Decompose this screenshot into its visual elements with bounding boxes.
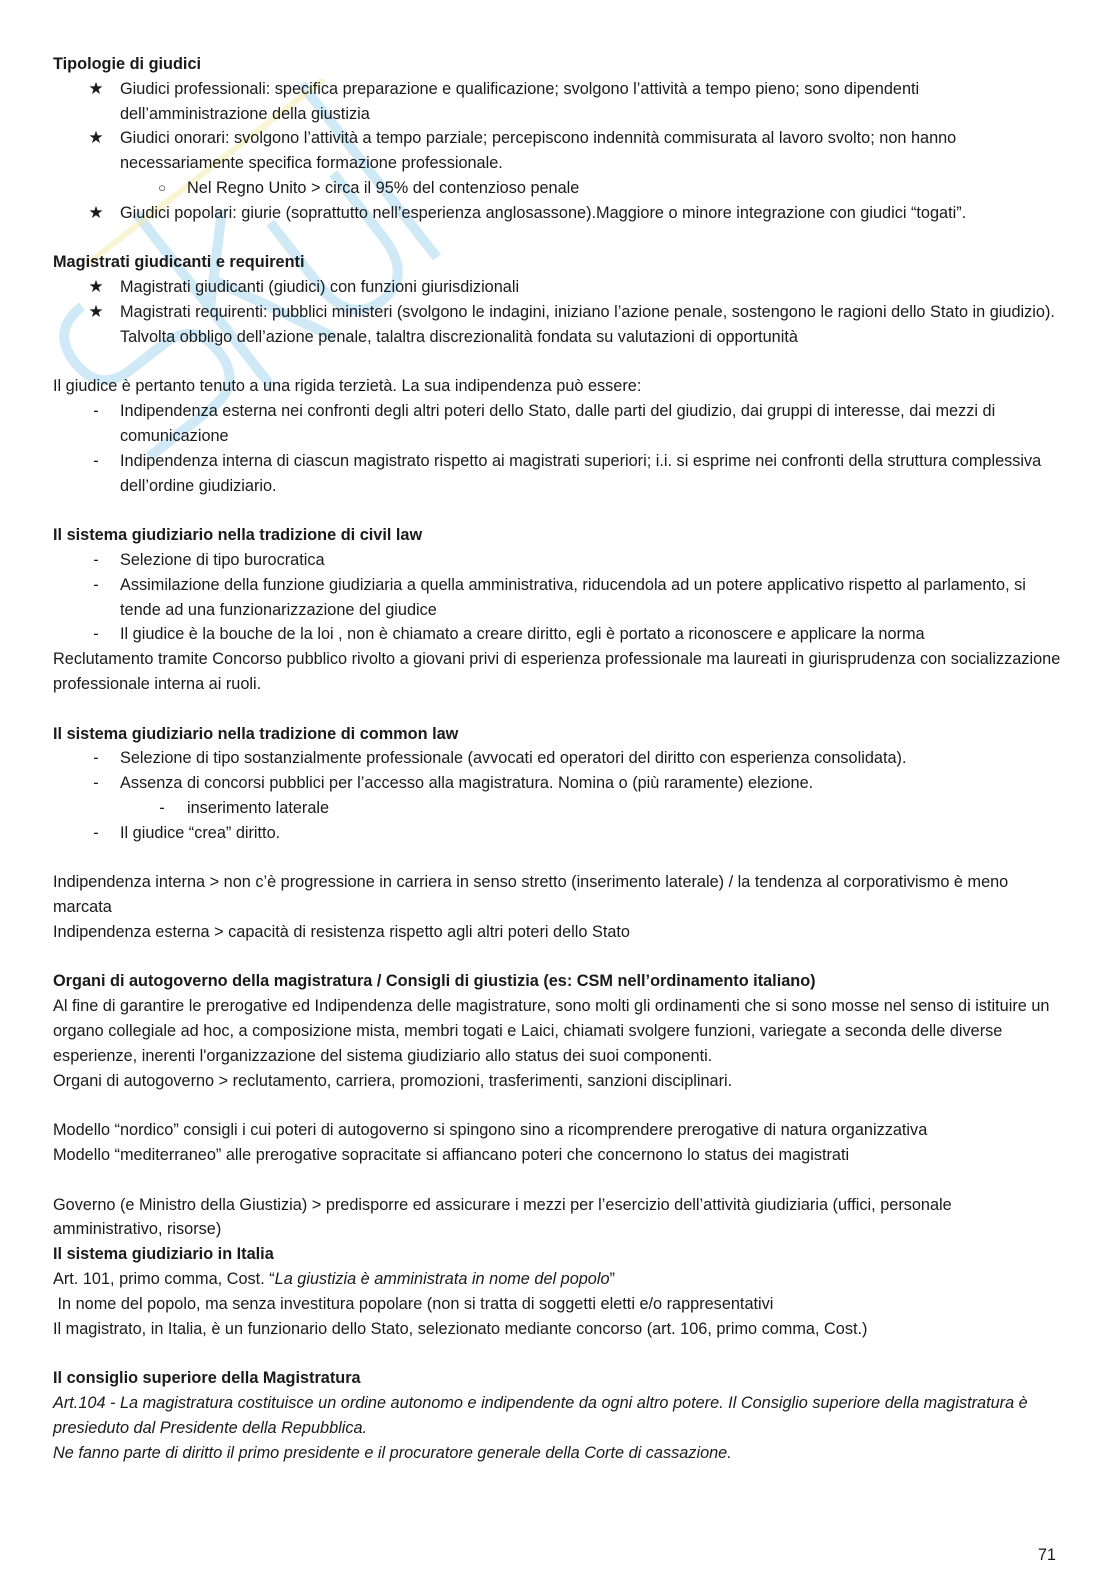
dash-bullet: - — [93, 550, 99, 569]
section-title-csm: Il consiglio superiore della Magistratura — [53, 1369, 361, 1388]
paragraph-art104-membri: Ne fanno parte di diritto il primo presidente e il procuratore generale della Corte di cassazione. — [53, 1443, 732, 1462]
list-item: ★ Giudici professionali: specifica preparazione e qualificazione; svolgono l’attività a tempo pieno; sono dipendenti dell’amministrazione della giustizia — [53, 77, 1063, 127]
dash-bullet: - — [93, 823, 99, 842]
paragraph-indipendenza-esterna: Indipendenza esterna > capacità di resistenza rispetto agli altri poteri dello Stato — [53, 922, 630, 941]
list-item: - Il giudice “crea” diritto. — [53, 821, 1063, 846]
section-title-magistrati: Magistrati giudicanti e requirenti — [53, 253, 305, 272]
dash-bullet: - — [159, 798, 165, 817]
paragraph-magistrato: Il magistrato, in Italia, è un funzionario dello Stato, selezionato mediante concorso (art. 106, primo comma, Cost.) — [53, 1319, 868, 1338]
dash-bullet: - — [93, 451, 99, 470]
section-title-italia: Il sistema giudiziario in Italia — [53, 1245, 274, 1264]
star-bullet-icon: ★ — [88, 128, 104, 148]
document-page — [53, 52, 1063, 1465]
circle-bullet-icon: ○ — [158, 179, 166, 195]
paragraph-indipendenza-interna: Indipendenza interna > non c’è progressione in carriera in senso stretto (inserimento laterale) / la tendenza al corporativismo è meno marcata — [53, 873, 1009, 917]
list-item: - inserimento laterale — [53, 796, 1063, 821]
list-item: ★ Giudici onorari: svolgono l’attività a tempo parziale; percepiscono indennità commisurata al lavoro svolto; non hanno necessariamente specifica formazione professionale. — [53, 126, 1063, 176]
dash-bullet: - — [93, 625, 99, 644]
dash-bullet: - — [93, 575, 99, 594]
list-item: - Indipendenza interna di ciascun magistrato rispetto ai magistrati superiori; i.i. si esprime nei confronti della struttura complessiva dell’ordine giudiziario. — [53, 449, 1063, 499]
paragraph-art104: Art.104 - La magistratura costituisce un ordine autonomo e indipendente da ogni altro potere. Il Consiglio superiore della magistratura è presieduto dal Presidente della Repubblica. — [53, 1394, 1028, 1437]
list-item: ★ Magistrati requirenti: pubblici ministeri (svolgono le indagini, iniziano l’azione penale, sostengono le ragioni dello Stato in giudizio). Talvolta obbligo dell’azione penale, talaltra discrezionalità fondata su valutazioni di opportunità — [53, 300, 1063, 350]
paragraph-organi: Al fine di garantire le prerogative ed Indipendenza delle magistrature, sono molti gli ordinamenti che si sono mosse nel senso di istituire un organo collegiale ad hoc, a composizione mista, membri togati e Laici, chiamati svolgere funzioni, variegate a seconda delle diverse esperienze, inerenti l'organizzazione del sistema giudiziario allo status dei suoi componenti. — [53, 997, 1050, 1065]
star-bullet-icon: ★ — [88, 277, 104, 297]
list-item: ○ Nel Regno Unito > circa il 95% del contenzioso penale — [53, 176, 1063, 201]
section-title-common-law: Il sistema giudiziario nella tradizione di common law — [53, 724, 459, 743]
section-title-civil-law: Il sistema giudiziario nella tradizione di civil law — [53, 526, 423, 545]
paragraph-organi-funzioni: Organi di autogoverno > reclutamento, carriera, promozioni, trasferimenti, sanzioni disciplinari. — [53, 1071, 733, 1090]
list-item: ★ Magistrati giudicanti (giudici) con funzioni giurisdizionali — [53, 275, 1063, 300]
paragraph-modello-mediterraneo: Modello “mediterraneo” alle prerogative sopracitate si affiancano poteri che concernono lo status dei magistrati — [53, 1146, 850, 1165]
list-item: - Assimilazione della funzione giudiziaria a quella amministrativa, riducendola ad un potere applicativo rispetto al parlamento, si tende ad una funzionarizzazione del giudice — [53, 573, 1063, 623]
list-item: - Il giudice è la bouche de la loi , non è chiamato a creare diritto, egli è portato a riconoscere e applicare la norma — [53, 622, 1063, 647]
list-item: - Indipendenza esterna nei confronti degli altri poteri dello Stato, dalle parti del giudizio, dai gruppi di interesse, dai mezzi di comunicazione — [53, 399, 1063, 449]
dash-bullet: - — [93, 402, 99, 421]
section-title-tipologie: Tipologie di giudici — [53, 55, 202, 73]
paragraph-nome-popolo: In nome del popolo, ma senza investitura popolare (non si tratta di soggetti eletti e/o rappresentativi — [53, 1294, 774, 1313]
list-item: - Assenza di concorsi pubblici per l’accesso alla magistratura. Nomina o (più raramente) elezione. — [53, 771, 1063, 796]
page-number: 71 — [1037, 1546, 1056, 1564]
star-bullet-icon: ★ — [88, 78, 104, 98]
paragraph-reclutamento: Reclutamento tramite Concorso pubblico rivolto a giovani privi di esperienza professionale ma laureati in giurisprudenza con socializzazione professionale interna ai ruoli. — [53, 650, 1061, 693]
paragraph-indipendenza: Il giudice è pertanto tenuto a una rigida terzietà. La sua indipendenza può essere: — [53, 377, 642, 396]
star-bullet-icon: ★ — [88, 202, 104, 222]
paragraph-art101: Art. 101, primo comma, Cost. “La giustizia è amministrata in nome del popolo” — [53, 1270, 615, 1289]
list-item: ★ Giudici popolari: giurie (soprattutto nell’esperienza anglosassone).Maggiore o minore integrazione con giudici “togati”. — [53, 201, 1063, 226]
dash-bullet: - — [93, 749, 99, 768]
dash-bullet: - — [93, 774, 99, 793]
paragraph-modello-nordico: Modello “nordico” consigli i cui poteri di autogoverno si spingono sino a ricomprendere prerogative di natura organizzativa — [53, 1121, 928, 1140]
list-item: - Selezione di tipo sostanzialmente professionale (avvocati ed operatori del diritto con esperienza consolidata). — [53, 746, 1063, 771]
paragraph-governo: Governo (e Ministro della Giustizia) > predisporre ed assicurare i mezzi per l’esercizio dell’attività giudiziaria (uffici, personale amministrativo, risorse) — [53, 1195, 952, 1239]
star-bullet-icon: ★ — [88, 301, 104, 321]
list-item: - Selezione di tipo burocratica — [53, 548, 1063, 573]
section-title-organi: Organi di autogoverno della magistratura / Consigli di giustizia (es: CSM nell’ordinamento italiano) — [53, 972, 816, 991]
